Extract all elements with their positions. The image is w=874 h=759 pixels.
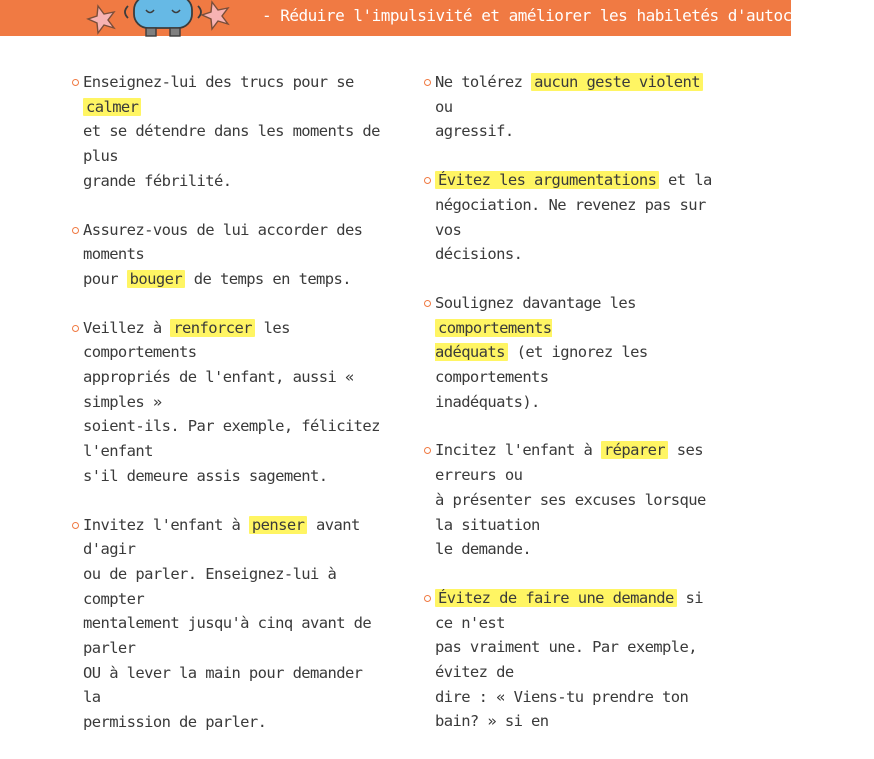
item-text: Ne tolérez aucun geste violent ou agressif. [435, 70, 724, 144]
bullet-icon [424, 300, 431, 307]
item-text: Assurez-vous de lui accorder des moments pour bouger de temps en temps. [83, 220, 363, 288]
bullet-icon [424, 447, 431, 454]
bullet-icon [72, 227, 79, 234]
list-item [424, 291, 724, 415]
bullet-icon [424, 79, 431, 86]
page-subtitle: - Réduire l'impulsivité et améliorer les habiletés d'autocontrôle - [262, 6, 874, 25]
bullet-icon [72, 325, 79, 332]
highlight: renforcer [170, 319, 255, 337]
list-item [424, 168, 724, 267]
item-text: Évitez les argumentations et la négociation. Ne revenez pas sur vos décisions. [435, 171, 712, 264]
item-text: Enseignez-lui des trucs pour se calmer et se détendre dans les moments de plus grande fébrilité. [83, 73, 380, 190]
list-item [72, 513, 382, 735]
bullet-icon [424, 595, 431, 602]
list-item [72, 316, 382, 489]
highlight: Évitez les argumentations [435, 171, 659, 189]
highlight: aucun geste violent [531, 73, 703, 91]
bullet-icon [72, 79, 79, 86]
item-text: Invitez l'enfant à penser avant d'agir ou de parler. Enseignez-lui à compter mentalement jusqu'à cinq avant de parler OU à lever la main pour demander la permission de parler. [83, 515, 372, 732]
bullet-icon [72, 522, 79, 529]
left-column [72, 70, 382, 759]
highlight: réparer [601, 441, 668, 459]
right-column [424, 70, 724, 758]
highlight: penser [249, 516, 307, 534]
list-item [424, 70, 724, 144]
highlight: bouger [127, 270, 185, 288]
bullet-icon [424, 177, 431, 184]
kid-mascot-icon [88, 0, 238, 36]
item-text: Soulignez davantage les comportements adéquats (et ignorez les comportements inadéquats). [435, 293, 648, 411]
list-item [424, 438, 724, 562]
item-text: Incitez l'enfant à réparer ses erreurs ou à présenter ses excuses lorsque la situation le demande. [435, 441, 706, 559]
header-banner [0, 0, 874, 36]
list-item [72, 218, 382, 292]
highlight: calmer [83, 98, 141, 116]
highlight: Évitez de faire une demande [435, 589, 677, 607]
highlight: comportements adéquats [435, 318, 552, 362]
list-item [424, 586, 724, 734]
item-text: Évitez de faire une demande si ce n'est pas vraiment une. Par exemple, évitez de dire : « Viens-tu prendre ton bain? » si en [435, 588, 703, 731]
list-item [72, 70, 382, 194]
item-text: Veillez à renforcer les comportements appropriés de l'enfant, aussi « simples » soient-ils. Par exemple, félicitez l'enfant s'il demeure assis sagement. [83, 318, 380, 485]
